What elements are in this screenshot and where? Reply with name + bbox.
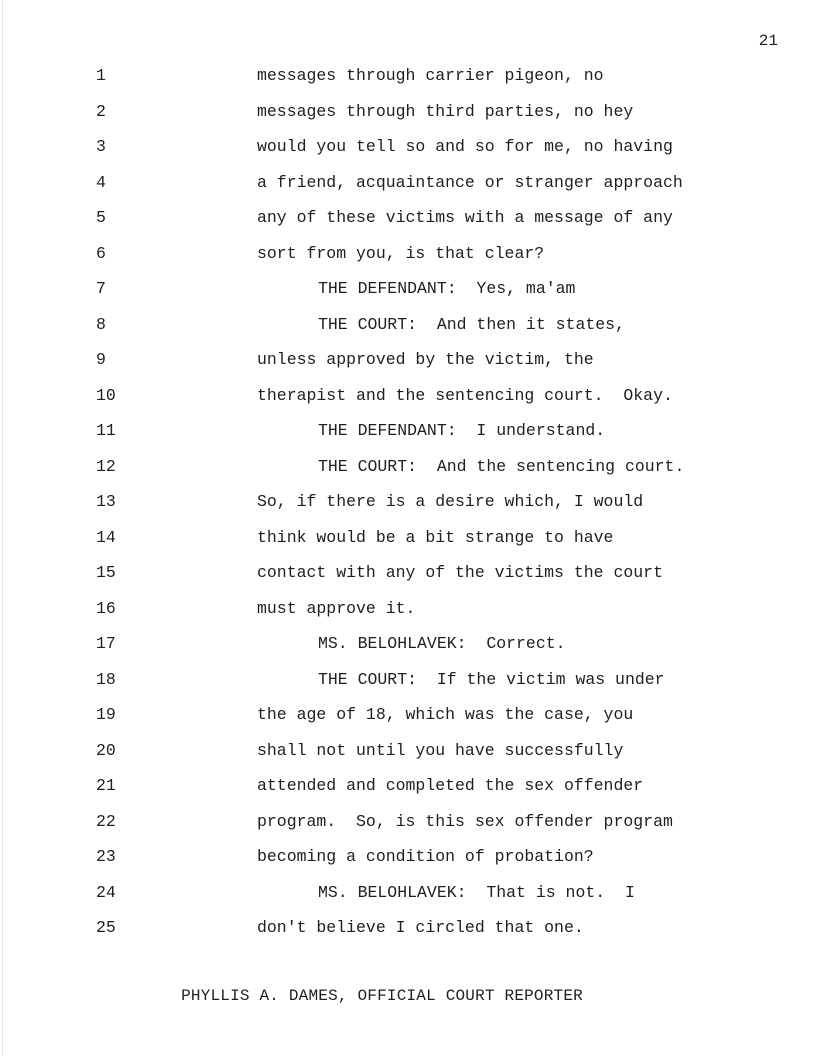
transcript-lines [0,61,816,949]
line-number: 5 [96,208,106,227]
line-text: therapist and the sentencing court. Okay. [257,385,673,405]
line-number: 12 [96,456,116,476]
line-number: 9 [96,350,106,369]
line-text: program. So, is this sex offender program [257,811,673,831]
transcript-line [0,700,816,736]
line-number: 6 [96,243,106,263]
line-number: 2 [96,101,106,121]
transcript-line [0,807,816,843]
transcript-line [0,913,816,949]
transcript-line [0,523,816,559]
transcript-line [0,629,816,665]
line-text: the age of 18, which was the case, you [257,705,634,724]
line-text: attended and completed the sex offender [257,776,644,795]
transcript-line [0,771,816,807]
transcript-line [0,203,816,239]
court-reporter-credit: PHYLLIS A. DAMES, OFFICIAL COURT REPORTER [181,987,583,1005]
transcript-line [0,381,816,417]
line-number: 1 [96,66,106,85]
line-number: 10 [96,385,116,405]
line-number: 7 [96,279,106,298]
line-text: must approve it. [257,598,416,618]
line-number: 23 [96,847,116,866]
line-text: MS. BELOHLAVEK: That is not. I [318,882,635,902]
transcript-line [0,310,816,346]
line-text: THE DEFENDANT: I understand. [318,421,606,440]
transcript-line [0,842,816,878]
transcript-line [0,558,816,594]
line-number: 8 [96,314,106,334]
line-number: 22 [96,811,116,831]
line-text: becoming a condition of probation? [257,847,594,866]
transcript-line [0,665,816,701]
transcript-line [0,487,816,523]
line-number: 20 [96,740,116,760]
line-text: THE COURT: If the victim was under [318,669,665,689]
line-text: MS. BELOHLAVEK: Correct. [318,634,566,653]
footer [0,987,816,1005]
line-text: shall not until you have successfully [257,740,624,760]
line-number: 14 [96,527,116,547]
line-number: 11 [96,421,116,440]
line-number: 13 [96,492,116,511]
line-text: unless approved by the victim, the [257,350,594,369]
line-number: 16 [96,598,116,618]
line-text: any of these victims with a message of any [257,208,673,227]
line-text: messages through carrier pigeon, no [257,66,604,85]
transcript-line [0,274,816,310]
transcript-line [0,239,816,275]
line-text: sort from you, is that clear? [257,243,545,263]
transcript-line [0,97,816,133]
line-number: 24 [96,882,116,902]
transcript-line [0,61,816,97]
transcript-line [0,345,816,381]
transcript-line [0,168,816,204]
transcript-line [0,132,816,168]
line-number: 4 [96,172,106,192]
line-text: messages through third parties, no hey [257,101,634,121]
transcript-line [0,416,816,452]
line-number: 15 [96,563,116,582]
line-text: think would be a bit strange to have [257,527,614,547]
line-number: 18 [96,669,116,689]
transcript-line [0,452,816,488]
line-text: So, if there is a desire which, I would [257,492,644,511]
line-number: 3 [96,137,106,156]
line-text: contact with any of the victims the court [257,563,663,582]
transcript-line [0,736,816,772]
line-number: 25 [96,918,116,937]
line-text: would you tell so and so for me, no having [257,137,673,156]
line-text: don't believe I circled that one. [257,918,584,937]
line-text: THE COURT: And then it states, [318,314,625,334]
transcript-line [0,878,816,914]
line-text: THE DEFENDANT: Yes, ma'am [318,279,576,298]
page-number: 21 [758,32,778,50]
line-number: 19 [96,705,116,724]
line-number: 21 [96,776,116,795]
transcript-line [0,594,816,630]
line-text: a friend, acquaintance or stranger approach [257,172,683,192]
line-number: 17 [96,634,116,653]
line-text: THE COURT: And the sentencing court. [318,456,685,476]
